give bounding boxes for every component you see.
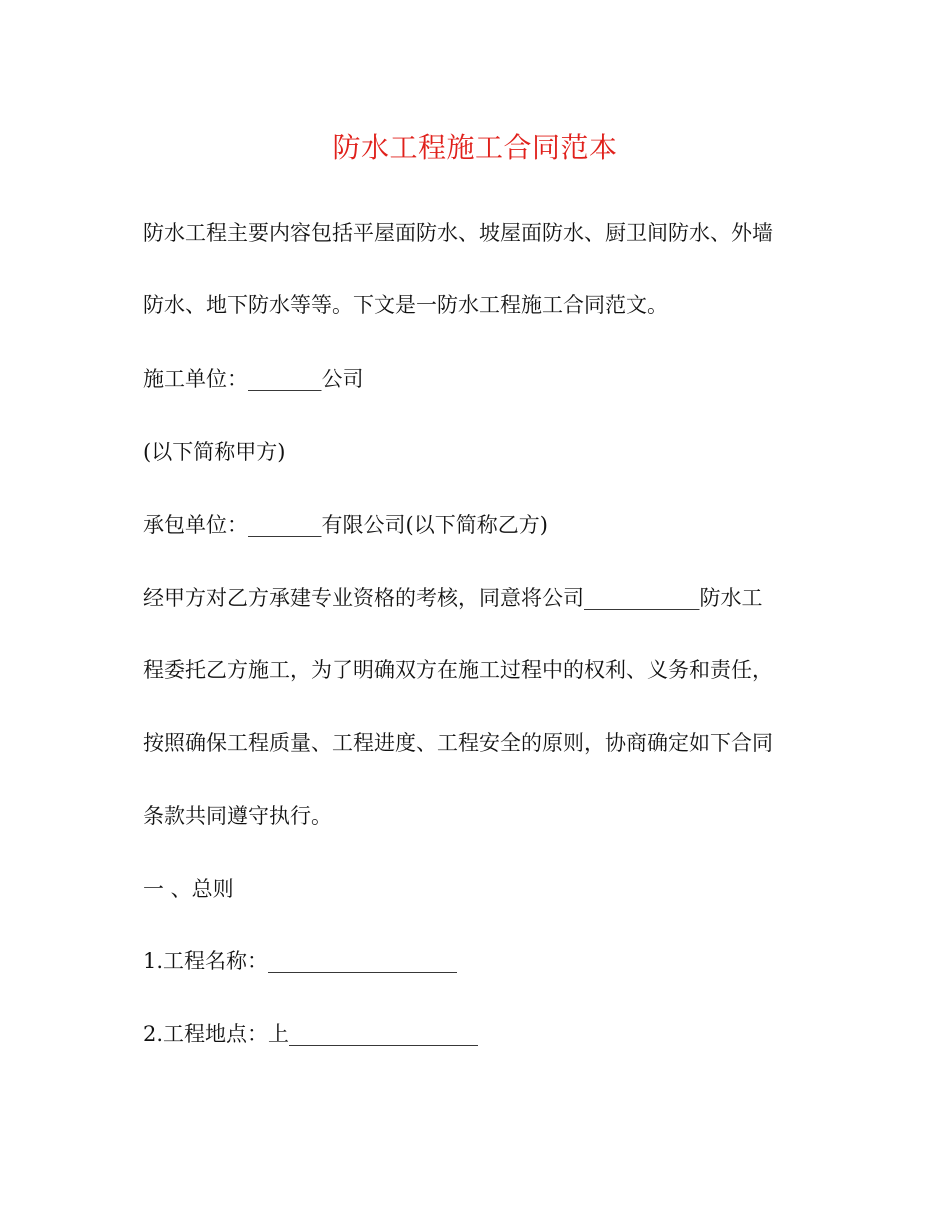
intro-line-2: 防水、地下防水等等。下文是一防水工程施工合同范文。 (143, 293, 668, 317)
document-title: 防水工程施工合同范本 (332, 131, 618, 164)
agreement-line-4: 条款共同遵守执行。 (143, 804, 332, 828)
party-a-line: 施工单位：_______公司 (143, 367, 364, 391)
agreement-line-3: 按照确保工程质量、工程进度、工程安全的原则，协商确定如下合同 (143, 731, 773, 755)
agreement-line-1: 经甲方对乙方承建专业资格的考核，同意将公司___________防水工 (143, 586, 763, 610)
intro-line-1: 防水工程主要内容包括平屋面防水、坡屋面防水、厨卫间防水、外墙 (143, 221, 773, 245)
party-b-line: 承包单位：_______有限公司(以下简称乙方) (143, 513, 548, 537)
party-a-note: (以下简称甲方) (143, 440, 286, 464)
item-project-name: 1.工程名称：__________________ (143, 949, 458, 973)
agreement-line-2: 程委托乙方施工，为了明确双方在施工过程中的权利、义务和责任， (143, 658, 773, 682)
section-heading-general: 一 、总则 (143, 877, 234, 901)
item-project-location: 2.工程地点：上__________________ (143, 1022, 479, 1046)
